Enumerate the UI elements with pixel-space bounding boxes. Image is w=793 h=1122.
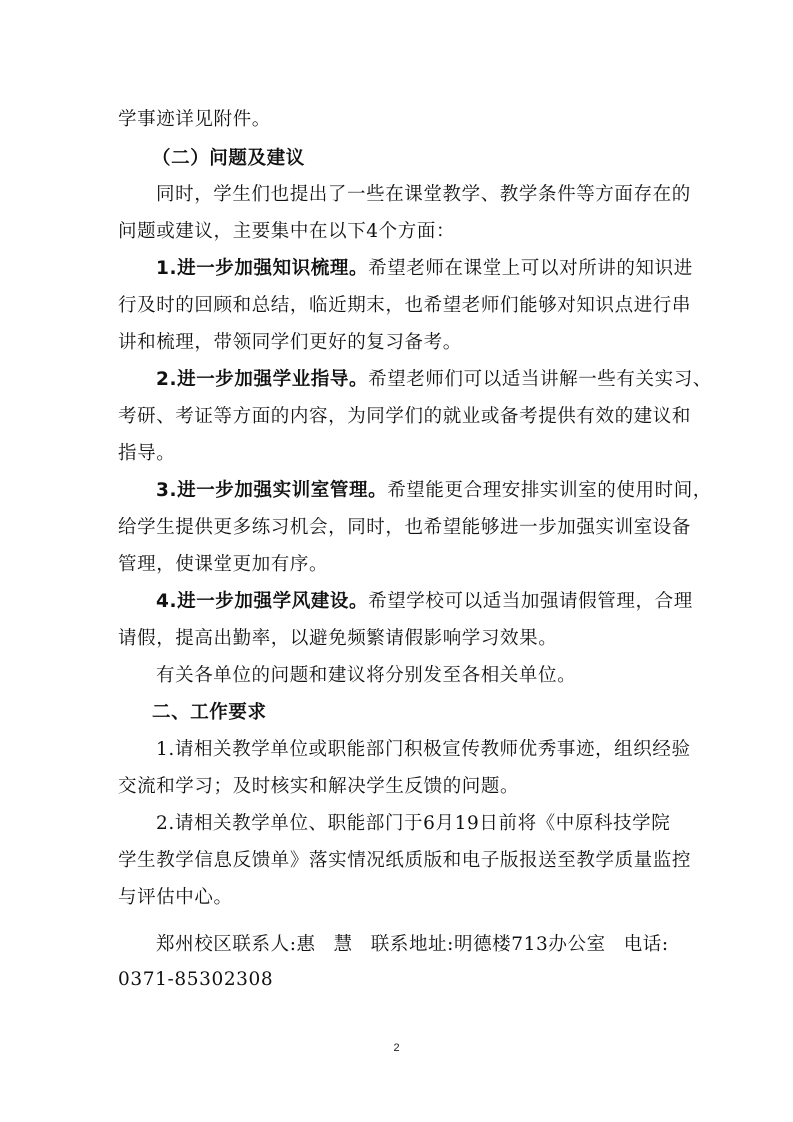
suggestion-text-2: 希望老师们可以适当讲解一些有关实习、 — [368, 369, 712, 390]
contact-person-label: 郑州校区联系人:惠 — [156, 934, 316, 955]
section-heading-issues: （二）问题及建议 — [152, 148, 305, 169]
suggestion-text-1: 希望老师在课堂上可以对所讲的知识进 — [368, 258, 693, 279]
paragraph-line: 学事迹详见附件。 — [118, 109, 271, 130]
suggestion-text-4: 希望学校可以适当加强请假管理，合理 — [368, 591, 693, 612]
paragraph-line: 1.请相关教学单位或职能部门积极宣传教师优秀事迹，组织经验 — [156, 739, 691, 760]
paragraph-line: 与评估中心。 — [118, 887, 233, 908]
paragraph-line: 学生教学信息反馈单》落实情况纸质版和电子版报送至教学质量监控 — [118, 850, 692, 871]
suggestion-title-2: 2.进一步加强学业指导。 — [156, 369, 369, 390]
contact-phone-number: 0371-85302308 — [118, 969, 274, 990]
paragraph-line: 讲和梳理，带领同学们更好的复习备考。 — [118, 332, 462, 353]
paragraph-line: 请假，提高出勤率，以避免频繁请假影响学习效果。 — [118, 628, 558, 649]
page-number: 2 — [393, 1042, 400, 1054]
paragraph-line: 给学生提供更多练习机会，同时，也希望能够进一步加强实训室设备 — [118, 517, 692, 538]
contact-line — [156, 933, 669, 957]
paragraph-line: 有关各单位的问题和建议将分别发至各相关单位。 — [156, 665, 577, 686]
contact-phone-label: 电话: — [623, 934, 669, 955]
suggestion-title-4: 4.进一步加强学风建设。 — [156, 591, 369, 612]
section-heading-requirements: 二、工作要求 — [152, 702, 267, 723]
paragraph-line: 考研、考证等方面的内容，为同学们的就业或备考提供有效的建议和 — [118, 406, 692, 427]
suggestion-title-3: 3.进一步加强实训室管理。 — [156, 480, 388, 501]
paragraph-line: 问题或建议，主要集中在以下4个方面： — [118, 221, 456, 242]
contact-address: 联系地址:明德楼713办公室 — [370, 934, 606, 955]
paragraph-line: 指导。 — [118, 443, 176, 464]
paragraph-line: 交流和学习；及时核实和解决学生反馈的问题。 — [118, 776, 520, 797]
suggestion-text-3: 希望能更合理安排实训室的使用时间， — [387, 480, 712, 501]
paragraph-line: 2.请相关教学单位、职能部门于6月19日前将《中原科技学院 — [156, 813, 671, 834]
paragraph-line: 行及时的回顾和总结，临近期末，也希望老师们能够对知识点进行串 — [118, 295, 692, 316]
contact-person-name-part: 慧 — [333, 934, 353, 955]
suggestion-item-4 — [156, 590, 693, 614]
suggestion-title-1: 1.进一步加强知识梳理。 — [156, 258, 369, 279]
suggestion-item-3 — [156, 479, 712, 503]
paragraph-line: 同时，学生们也提出了一些在课堂教学、教学条件等方面存在的 — [156, 184, 691, 205]
paragraph-line: 管理，使课堂更加有序。 — [118, 554, 329, 575]
suggestion-item-2 — [156, 368, 712, 392]
suggestion-item-1 — [156, 257, 693, 281]
